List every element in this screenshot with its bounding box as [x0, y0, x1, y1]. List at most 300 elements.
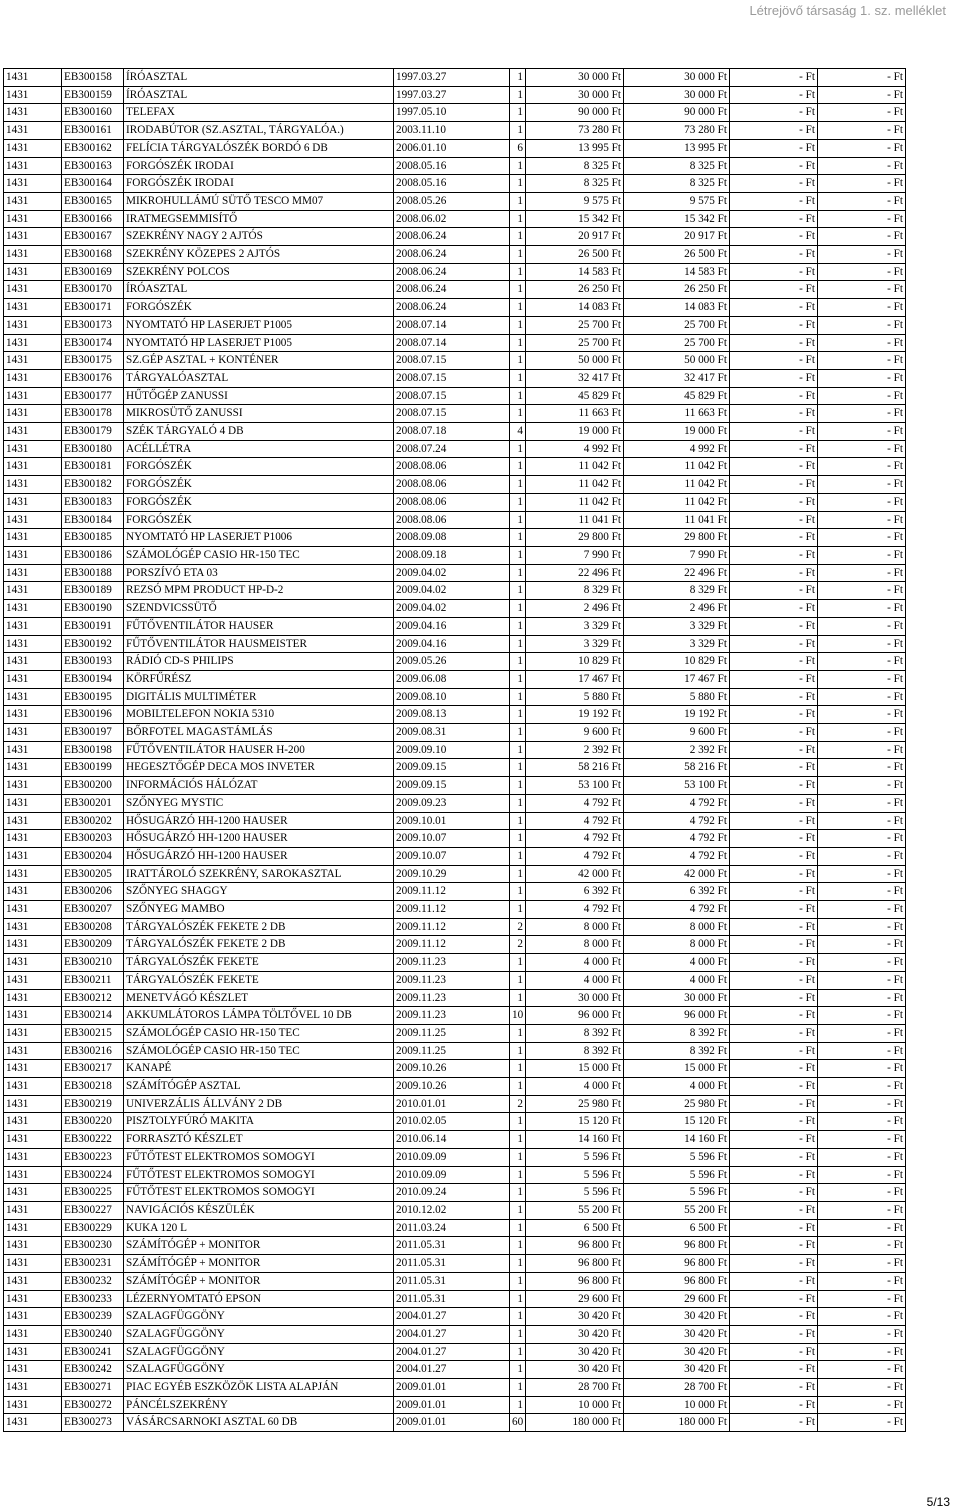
table-row — [4, 706, 906, 724]
gross-value-cell: 4 792 Ft — [526, 830, 624, 848]
quantity-cell: 1 — [510, 582, 526, 600]
depreciation-cell: - Ft — [730, 1024, 818, 1042]
book-value-cell: 5 596 Ft — [624, 1166, 730, 1184]
asset-name-cell: SZEKRÉNY NAGY 2 AJTÓS — [124, 228, 394, 246]
acquisition-date-cell: 2009.08.10 — [394, 688, 510, 706]
gross-value-cell: 29 800 Ft — [526, 529, 624, 547]
asset-name-cell: HEGESZTŐGÉP DECA MOS INVETER — [124, 759, 394, 777]
table-row — [4, 1007, 906, 1025]
account-code-cell: 1431 — [4, 546, 62, 564]
book-value-cell: 32 417 Ft — [624, 369, 730, 387]
book-value-cell: 10 829 Ft — [624, 653, 730, 671]
quantity-cell: 1 — [510, 830, 526, 848]
account-code-cell: 1431 — [4, 387, 62, 405]
gross-value-cell: 20 917 Ft — [526, 228, 624, 246]
account-code-cell: 1431 — [4, 86, 62, 104]
inventory-id-cell: EB300207 — [62, 901, 124, 919]
book-value-cell: 11 042 Ft — [624, 476, 730, 494]
asset-name-cell: FORGÓSZÉK IRODAI — [124, 157, 394, 175]
depreciation-cell: - Ft — [730, 1078, 818, 1096]
table-row — [4, 493, 906, 511]
book-value-cell: 15 120 Ft — [624, 1113, 730, 1131]
account-code-cell: 1431 — [4, 1325, 62, 1343]
asset-name-cell: BŐRFOTEL MAGASTÁMLÁS — [124, 724, 394, 742]
asset-name-cell: HŐSUGÁRZÓ HH-1200 HAUSER — [124, 830, 394, 848]
account-code-cell: 1431 — [4, 246, 62, 264]
depreciation-cell: - Ft — [730, 1414, 818, 1432]
quantity-cell: 1 — [510, 847, 526, 865]
depreciation-cell: - Ft — [730, 971, 818, 989]
asset-name-cell: NYOMTATÓ HP LASERJET P1005 — [124, 316, 394, 334]
depreciation-cell: - Ft — [730, 157, 818, 175]
residual-value-cell: - Ft — [818, 1148, 906, 1166]
gross-value-cell: 30 420 Ft — [526, 1343, 624, 1361]
gross-value-cell: 4 792 Ft — [526, 901, 624, 919]
depreciation-cell: - Ft — [730, 511, 818, 529]
inventory-id-cell: EB300181 — [62, 458, 124, 476]
account-code-cell: 1431 — [4, 812, 62, 830]
account-code-cell: 1431 — [4, 529, 62, 547]
book-value-cell: 2 496 Ft — [624, 600, 730, 618]
table-row — [4, 901, 906, 919]
gross-value-cell: 14 160 Ft — [526, 1131, 624, 1149]
account-code-cell: 1431 — [4, 423, 62, 441]
quantity-cell: 1 — [510, 1166, 526, 1184]
inventory-id-cell: EB300180 — [62, 440, 124, 458]
gross-value-cell: 15 000 Ft — [526, 1060, 624, 1078]
acquisition-date-cell: 2008.07.14 — [394, 316, 510, 334]
table-row — [4, 246, 906, 264]
account-code-cell: 1431 — [4, 263, 62, 281]
acquisition-date-cell: 2009.01.01 — [394, 1396, 510, 1414]
acquisition-date-cell: 2009.04.16 — [394, 617, 510, 635]
inventory-id-cell: EB300174 — [62, 334, 124, 352]
acquisition-date-cell: 2004.01.27 — [394, 1325, 510, 1343]
gross-value-cell: 30 420 Ft — [526, 1361, 624, 1379]
gross-value-cell: 11 042 Ft — [526, 458, 624, 476]
gross-value-cell: 4 792 Ft — [526, 794, 624, 812]
asset-name-cell: HŐSUGÁRZÓ HH-1200 HAUSER — [124, 847, 394, 865]
asset-name-cell: MENETVÁGÓ KÉSZLET — [124, 989, 394, 1007]
quantity-cell: 1 — [510, 1308, 526, 1326]
table-row — [4, 936, 906, 954]
inventory-id-cell: EB300191 — [62, 617, 124, 635]
gross-value-cell: 11 663 Ft — [526, 405, 624, 423]
gross-value-cell: 22 496 Ft — [526, 564, 624, 582]
acquisition-date-cell: 2011.05.31 — [394, 1255, 510, 1273]
quantity-cell: 1 — [510, 1290, 526, 1308]
acquisition-date-cell: 2008.08.06 — [394, 458, 510, 476]
book-value-cell: 5 880 Ft — [624, 688, 730, 706]
asset-name-cell: FELÍCIA TÁRGYALÓSZÉK BORDÓ 6 DB — [124, 139, 394, 157]
inventory-id-cell: EB300223 — [62, 1148, 124, 1166]
inventory-id-cell: EB300240 — [62, 1325, 124, 1343]
gross-value-cell: 28 700 Ft — [526, 1379, 624, 1397]
book-value-cell: 30 420 Ft — [624, 1361, 730, 1379]
acquisition-date-cell: 2006.01.10 — [394, 139, 510, 157]
depreciation-cell: - Ft — [730, 476, 818, 494]
acquisition-date-cell: 2008.07.15 — [394, 369, 510, 387]
quantity-cell: 1 — [510, 954, 526, 972]
gross-value-cell: 5 596 Ft — [526, 1184, 624, 1202]
inventory-id-cell: EB300208 — [62, 918, 124, 936]
depreciation-cell: - Ft — [730, 334, 818, 352]
table-row — [4, 192, 906, 210]
residual-value-cell: - Ft — [818, 122, 906, 140]
inventory-id-cell: EB300158 — [62, 69, 124, 87]
gross-value-cell: 8 325 Ft — [526, 175, 624, 193]
account-code-cell: 1431 — [4, 299, 62, 317]
depreciation-cell: - Ft — [730, 564, 818, 582]
account-code-cell: 1431 — [4, 617, 62, 635]
account-code-cell: 1431 — [4, 139, 62, 157]
depreciation-cell: - Ft — [730, 582, 818, 600]
gross-value-cell: 42 000 Ft — [526, 865, 624, 883]
table-row — [4, 1325, 906, 1343]
gross-value-cell: 45 829 Ft — [526, 387, 624, 405]
acquisition-date-cell: 2009.10.07 — [394, 830, 510, 848]
table-row — [4, 263, 906, 281]
depreciation-cell: - Ft — [730, 1007, 818, 1025]
book-value-cell: 30 000 Ft — [624, 69, 730, 87]
book-value-cell: 11 042 Ft — [624, 458, 730, 476]
asset-name-cell: SZÉK TÁRGYALÓ 4 DB — [124, 423, 394, 441]
account-code-cell: 1431 — [4, 122, 62, 140]
residual-value-cell: - Ft — [818, 600, 906, 618]
depreciation-cell: - Ft — [730, 1148, 818, 1166]
book-value-cell: 55 200 Ft — [624, 1202, 730, 1220]
account-code-cell: 1431 — [4, 971, 62, 989]
quantity-cell: 2 — [510, 918, 526, 936]
depreciation-cell: - Ft — [730, 299, 818, 317]
inventory-id-cell: EB300195 — [62, 688, 124, 706]
quantity-cell: 1 — [510, 1396, 526, 1414]
gross-value-cell: 58 216 Ft — [526, 759, 624, 777]
quantity-cell: 1 — [510, 777, 526, 795]
residual-value-cell: - Ft — [818, 1078, 906, 1096]
account-code-cell: 1431 — [4, 989, 62, 1007]
inventory-id-cell: EB300222 — [62, 1131, 124, 1149]
acquisition-date-cell: 2010.01.01 — [394, 1095, 510, 1113]
asset-name-cell: RÁDIÓ CD-S PHILIPS — [124, 653, 394, 671]
book-value-cell: 25 700 Ft — [624, 334, 730, 352]
asset-name-cell: VÁSÁRCSARNOKI ASZTAL 60 DB — [124, 1414, 394, 1432]
gross-value-cell: 30 420 Ft — [526, 1325, 624, 1343]
inventory-id-cell: EB300206 — [62, 883, 124, 901]
depreciation-cell: - Ft — [730, 387, 818, 405]
inventory-id-cell: EB300218 — [62, 1078, 124, 1096]
book-value-cell: 29 800 Ft — [624, 529, 730, 547]
account-code-cell: 1431 — [4, 493, 62, 511]
asset-name-cell: FORGÓSZÉK — [124, 458, 394, 476]
table-row — [4, 1060, 906, 1078]
table-row — [4, 316, 906, 334]
acquisition-date-cell: 2008.06.24 — [394, 281, 510, 299]
acquisition-date-cell: 2009.01.01 — [394, 1414, 510, 1432]
gross-value-cell: 50 000 Ft — [526, 352, 624, 370]
gross-value-cell: 11 042 Ft — [526, 493, 624, 511]
residual-value-cell: - Ft — [818, 228, 906, 246]
asset-name-cell: FŰTŐVENTILÁTOR HAUSMEISTER — [124, 635, 394, 653]
inventory-id-cell: EB300230 — [62, 1237, 124, 1255]
acquisition-date-cell: 2009.10.07 — [394, 847, 510, 865]
account-code-cell: 1431 — [4, 901, 62, 919]
inventory-id-cell: EB300271 — [62, 1379, 124, 1397]
inventory-id-cell: EB300162 — [62, 139, 124, 157]
table-row — [4, 529, 906, 547]
book-value-cell: 3 329 Ft — [624, 635, 730, 653]
residual-value-cell: - Ft — [818, 69, 906, 87]
inventory-id-cell: EB300204 — [62, 847, 124, 865]
asset-name-cell: MIKROSÜTŐ ZANUSSI — [124, 405, 394, 423]
table-row — [4, 883, 906, 901]
book-value-cell: 15 000 Ft — [624, 1060, 730, 1078]
asset-name-cell: SZÁMÍTÓGÉP ASZTAL — [124, 1078, 394, 1096]
gross-value-cell: 13 995 Ft — [526, 139, 624, 157]
quantity-cell: 1 — [510, 1131, 526, 1149]
quantity-cell: 1 — [510, 1272, 526, 1290]
gross-value-cell: 53 100 Ft — [526, 777, 624, 795]
book-value-cell: 6 392 Ft — [624, 883, 730, 901]
acquisition-date-cell: 2010.12.02 — [394, 1202, 510, 1220]
asset-name-cell: KÖRFŰRÉSZ — [124, 670, 394, 688]
account-code-cell: 1431 — [4, 69, 62, 87]
depreciation-cell: - Ft — [730, 777, 818, 795]
book-value-cell: 90 000 Ft — [624, 104, 730, 122]
residual-value-cell: - Ft — [818, 582, 906, 600]
residual-value-cell: - Ft — [818, 865, 906, 883]
gross-value-cell: 19 000 Ft — [526, 423, 624, 441]
book-value-cell: 20 917 Ft — [624, 228, 730, 246]
book-value-cell: 96 800 Ft — [624, 1237, 730, 1255]
inventory-id-cell: EB300159 — [62, 86, 124, 104]
gross-value-cell: 14 083 Ft — [526, 299, 624, 317]
account-code-cell: 1431 — [4, 653, 62, 671]
asset-name-cell: DIGITÁLIS MULTIMÉTER — [124, 688, 394, 706]
acquisition-date-cell: 2008.05.16 — [394, 175, 510, 193]
gross-value-cell: 96 800 Ft — [526, 1237, 624, 1255]
gross-value-cell: 25 700 Ft — [526, 334, 624, 352]
book-value-cell: 8 329 Ft — [624, 582, 730, 600]
acquisition-date-cell: 2010.02.05 — [394, 1113, 510, 1131]
quantity-cell: 1 — [510, 794, 526, 812]
asset-name-cell: SZEKRÉNY KÖZEPES 2 AJTÓS — [124, 246, 394, 264]
table-row — [4, 157, 906, 175]
residual-value-cell: - Ft — [818, 440, 906, 458]
book-value-cell: 10 000 Ft — [624, 1396, 730, 1414]
depreciation-cell: - Ft — [730, 139, 818, 157]
acquisition-date-cell: 1997.03.27 — [394, 69, 510, 87]
page-header-title: Létrejövő társaság 1. sz. melléklet — [749, 3, 946, 18]
book-value-cell: 30 420 Ft — [624, 1343, 730, 1361]
residual-value-cell: - Ft — [818, 688, 906, 706]
book-value-cell: 15 342 Ft — [624, 210, 730, 228]
depreciation-cell: - Ft — [730, 1343, 818, 1361]
table-row — [4, 617, 906, 635]
account-code-cell: 1431 — [4, 564, 62, 582]
depreciation-cell: - Ft — [730, 865, 818, 883]
acquisition-date-cell: 1997.05.10 — [394, 104, 510, 122]
account-code-cell: 1431 — [4, 1184, 62, 1202]
table-row — [4, 1024, 906, 1042]
book-value-cell: 45 829 Ft — [624, 387, 730, 405]
book-value-cell: 3 329 Ft — [624, 617, 730, 635]
acquisition-date-cell: 2004.01.27 — [394, 1308, 510, 1326]
gross-value-cell: 32 417 Ft — [526, 369, 624, 387]
account-code-cell: 1431 — [4, 192, 62, 210]
table-row — [4, 369, 906, 387]
gross-value-cell: 17 467 Ft — [526, 670, 624, 688]
residual-value-cell: - Ft — [818, 281, 906, 299]
table-row — [4, 1078, 906, 1096]
acquisition-date-cell: 2009.11.23 — [394, 1007, 510, 1025]
acquisition-date-cell: 2008.06.24 — [394, 228, 510, 246]
table-row — [4, 794, 906, 812]
quantity-cell: 1 — [510, 352, 526, 370]
book-value-cell: 25 980 Ft — [624, 1095, 730, 1113]
book-value-cell: 4 792 Ft — [624, 830, 730, 848]
asset-name-cell: NYOMTATÓ HP LASERJET P1006 — [124, 529, 394, 547]
residual-value-cell: - Ft — [818, 830, 906, 848]
table-row — [4, 1113, 906, 1131]
quantity-cell: 1 — [510, 688, 526, 706]
table-row — [4, 104, 906, 122]
book-value-cell: 30 420 Ft — [624, 1325, 730, 1343]
account-code-cell: 1431 — [4, 706, 62, 724]
acquisition-date-cell: 2009.11.25 — [394, 1042, 510, 1060]
table-row — [4, 511, 906, 529]
table-row — [4, 670, 906, 688]
quantity-cell: 1 — [510, 104, 526, 122]
depreciation-cell: - Ft — [730, 263, 818, 281]
quantity-cell: 1 — [510, 192, 526, 210]
table-row — [4, 86, 906, 104]
residual-value-cell: - Ft — [818, 104, 906, 122]
book-value-cell: 22 496 Ft — [624, 564, 730, 582]
table-row — [4, 228, 906, 246]
acquisition-date-cell: 2009.04.02 — [394, 564, 510, 582]
book-value-cell: 4 792 Ft — [624, 901, 730, 919]
table-row — [4, 1343, 906, 1361]
acquisition-date-cell: 2009.11.12 — [394, 936, 510, 954]
account-code-cell: 1431 — [4, 228, 62, 246]
inventory-id-cell: EB300197 — [62, 724, 124, 742]
table-row — [4, 777, 906, 795]
asset-name-cell: HŐSUGÁRZÓ HH-1200 HAUSER — [124, 812, 394, 830]
account-code-cell: 1431 — [4, 405, 62, 423]
table-row — [4, 971, 906, 989]
book-value-cell: 4 792 Ft — [624, 847, 730, 865]
quantity-cell: 1 — [510, 1361, 526, 1379]
table-row — [4, 387, 906, 405]
book-value-cell: 96 000 Ft — [624, 1007, 730, 1025]
table-row — [4, 564, 906, 582]
acquisition-date-cell: 2008.07.14 — [394, 334, 510, 352]
inventory-id-cell: EB300212 — [62, 989, 124, 1007]
gross-value-cell: 90 000 Ft — [526, 104, 624, 122]
asset-name-cell: FŰTŐTEST ELEKTROMOS SOMOGYI — [124, 1166, 394, 1184]
gross-value-cell: 4 000 Ft — [526, 954, 624, 972]
asset-name-cell: SZŐNYEG MAMBO — [124, 901, 394, 919]
acquisition-date-cell: 2008.07.18 — [394, 423, 510, 441]
account-code-cell: 1431 — [4, 777, 62, 795]
acquisition-date-cell: 2009.10.26 — [394, 1060, 510, 1078]
inventory-id-cell: EB300224 — [62, 1166, 124, 1184]
depreciation-cell: - Ft — [730, 670, 818, 688]
residual-value-cell: - Ft — [818, 989, 906, 1007]
asset-name-cell: KUKA 120 L — [124, 1219, 394, 1237]
depreciation-cell: - Ft — [730, 706, 818, 724]
table-row — [4, 830, 906, 848]
account-code-cell: 1431 — [4, 847, 62, 865]
acquisition-date-cell: 2009.09.15 — [394, 759, 510, 777]
depreciation-cell: - Ft — [730, 830, 818, 848]
asset-name-cell: FORGÓSZÉK — [124, 476, 394, 494]
gross-value-cell: 8 392 Ft — [526, 1042, 624, 1060]
gross-value-cell: 4 792 Ft — [526, 812, 624, 830]
quantity-cell: 1 — [510, 546, 526, 564]
asset-name-cell: MOBILTELEFON NOKIA 5310 — [124, 706, 394, 724]
book-value-cell: 5 596 Ft — [624, 1148, 730, 1166]
depreciation-cell: - Ft — [730, 440, 818, 458]
residual-value-cell: - Ft — [818, 1202, 906, 1220]
asset-name-cell: SZALAGFÜGGÖNY — [124, 1343, 394, 1361]
table-row — [4, 1148, 906, 1166]
table-row — [4, 476, 906, 494]
acquisition-date-cell: 2009.11.23 — [394, 971, 510, 989]
book-value-cell: 42 000 Ft — [624, 865, 730, 883]
book-value-cell: 28 700 Ft — [624, 1379, 730, 1397]
acquisition-date-cell: 2009.11.23 — [394, 954, 510, 972]
depreciation-cell: - Ft — [730, 458, 818, 476]
inventory-id-cell: EB300227 — [62, 1202, 124, 1220]
quantity-cell: 1 — [510, 989, 526, 1007]
inventory-id-cell: EB300188 — [62, 564, 124, 582]
acquisition-date-cell: 2009.11.23 — [394, 989, 510, 1007]
gross-value-cell: 9 600 Ft — [526, 724, 624, 742]
asset-name-cell: SZENDVICSSÜTŐ — [124, 600, 394, 618]
account-code-cell: 1431 — [4, 1131, 62, 1149]
account-code-cell: 1431 — [4, 1007, 62, 1025]
book-value-cell: 19 192 Ft — [624, 706, 730, 724]
table-row — [4, 759, 906, 777]
acquisition-date-cell: 2008.06.24 — [394, 246, 510, 264]
residual-value-cell: - Ft — [818, 706, 906, 724]
quantity-cell: 1 — [510, 210, 526, 228]
inventory-id-cell: EB300170 — [62, 281, 124, 299]
depreciation-cell: - Ft — [730, 1361, 818, 1379]
acquisition-date-cell: 2010.09.09 — [394, 1166, 510, 1184]
book-value-cell: 96 800 Ft — [624, 1272, 730, 1290]
residual-value-cell: - Ft — [818, 1024, 906, 1042]
table-row — [4, 812, 906, 830]
inventory-id-cell: EB300241 — [62, 1343, 124, 1361]
inventory-id-cell: EB300171 — [62, 299, 124, 317]
table-row — [4, 281, 906, 299]
account-code-cell: 1431 — [4, 476, 62, 494]
depreciation-cell: - Ft — [730, 529, 818, 547]
account-code-cell: 1431 — [4, 759, 62, 777]
depreciation-cell: - Ft — [730, 493, 818, 511]
depreciation-cell: - Ft — [730, 936, 818, 954]
residual-value-cell: - Ft — [818, 971, 906, 989]
depreciation-cell: - Ft — [730, 759, 818, 777]
gross-value-cell: 10 829 Ft — [526, 653, 624, 671]
acquisition-date-cell: 2009.04.02 — [394, 582, 510, 600]
gross-value-cell: 4 000 Ft — [526, 971, 624, 989]
gross-value-cell: 8 392 Ft — [526, 1024, 624, 1042]
residual-value-cell: - Ft — [818, 1184, 906, 1202]
